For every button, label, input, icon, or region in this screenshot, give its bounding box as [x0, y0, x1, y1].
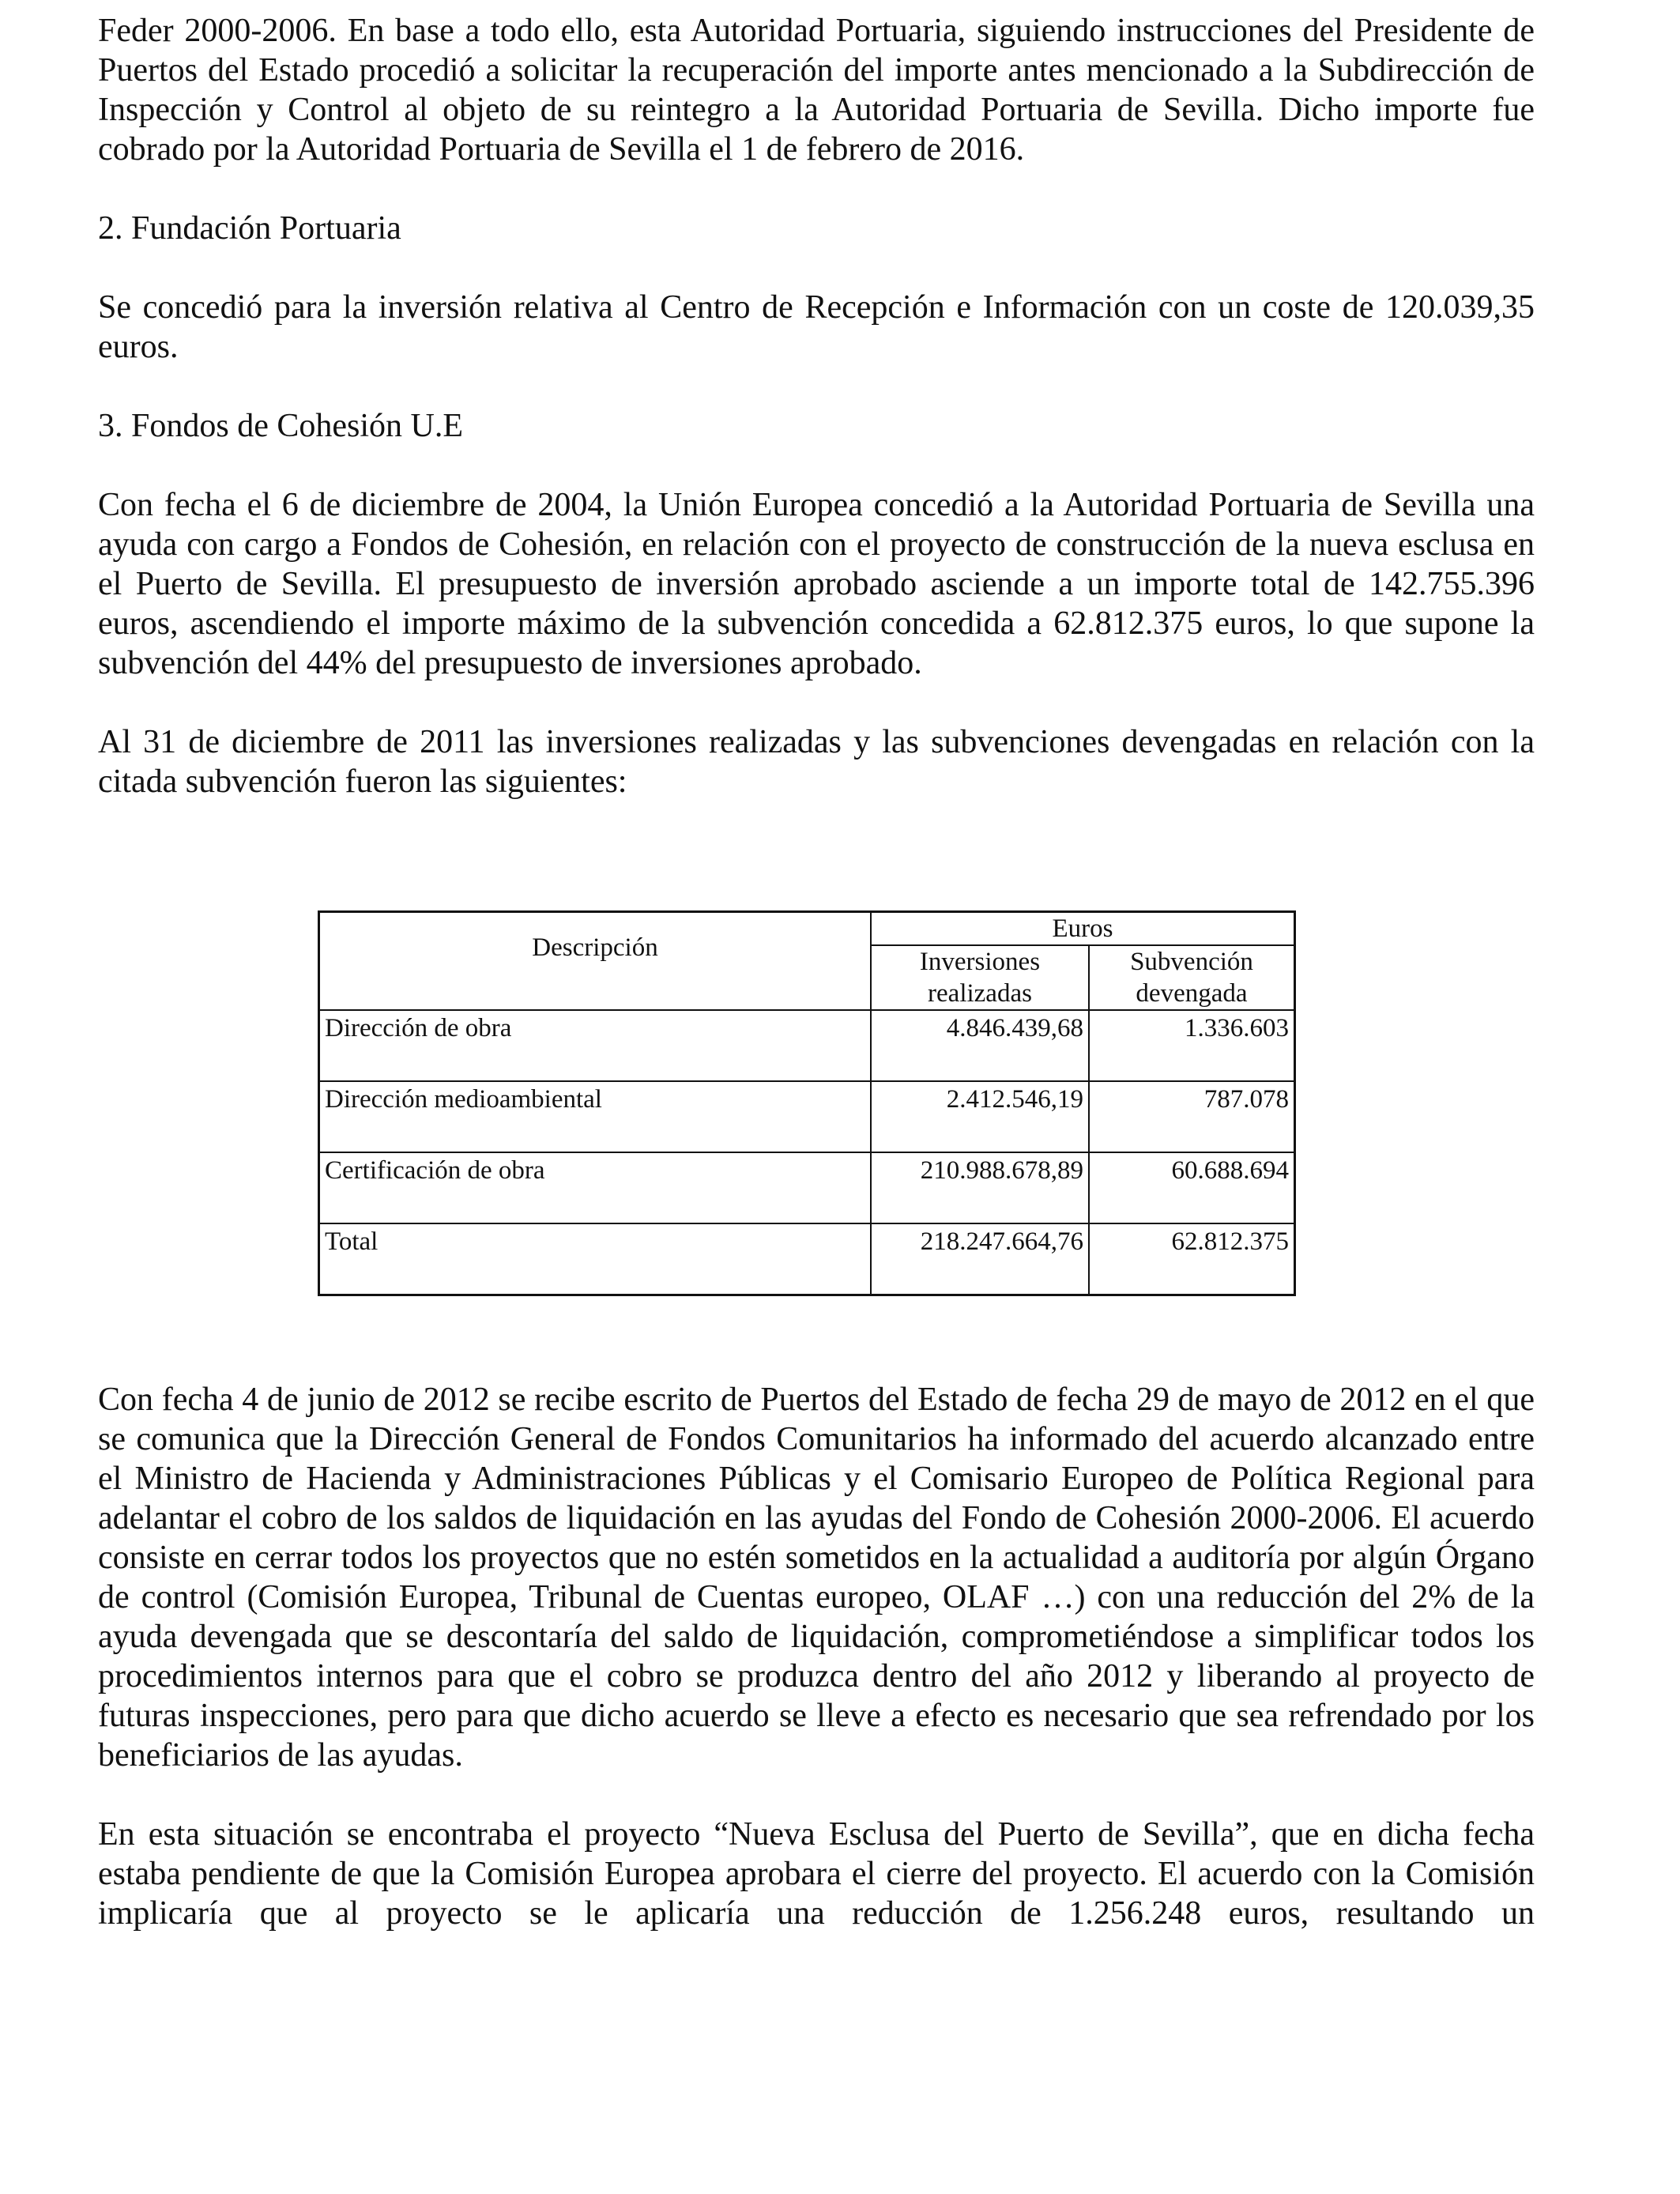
heading-fundacion-portuaria: 2. Fundación Portuaria [98, 210, 401, 247]
cell-desc: Certificación de obra [319, 1152, 872, 1223]
header-euros: Euros [871, 912, 1294, 946]
cell-inversion: 4.846.439,68 [871, 1010, 1089, 1081]
cell-subvencion: 787.078 [1089, 1081, 1295, 1152]
heading-fondos-cohesion: 3. Fondos de Cohesión U.E [98, 408, 463, 444]
cell-inversion: 2.412.546,19 [871, 1081, 1089, 1152]
cell-inversion: 218.247.664,76 [871, 1223, 1089, 1295]
paragraph-nueva-esclusa: En esta situación se encontraba el proyecto “Nueva Esclusa del Puerto de Sevilla”, que en dicha fecha estaba pendiente de que la Comisión Europea aprobara el cierre del proyecto. El acuerdo con la Comisión implicaría que al proyecto se le aplicaría una reducción de 1.256.248 euros, resultando un [98, 1816, 1535, 1932]
cell-subvencion: 1.336.603 [1089, 1010, 1295, 1081]
paragraph-union-europea: Con fecha el 6 de diciembre de 2004, la Unión Europea concedió a la Autoridad Portuaria de Sevilla una ayuda con cargo a Fondos de Cohesión, en relación con el proyecto de construcción de la nueva esclusa en el Puerto de Sevilla. El presupuesto de inversión aprobado asciende a un importe total de 142.755.396 euros, ascendiendo el importe máximo de la subvención concedida a 62.812.375 euros, lo que supone la subvención del 44% del presupuesto de inversiones aprobado. [98, 487, 1535, 681]
cell-subvencion: 62.812.375 [1089, 1223, 1295, 1295]
cell-desc: Dirección de obra [319, 1010, 872, 1081]
cell-inversion: 210.988.678,89 [871, 1152, 1089, 1223]
header-subvencion-devengada: Subvención devengada [1089, 945, 1295, 1010]
header-inversiones-realizadas: Inversiones realizadas [871, 945, 1089, 1010]
cell-subvencion: 60.688.694 [1089, 1152, 1295, 1223]
paragraph-puertos-del-estado: Con fecha 4 de junio de 2012 se recibe escrito de Puertos del Estado de fecha 29 de mayo de 2012 en el que se comunica que la Dirección General de Fondos Comunitarios ha informado del acuerdo alcanzado entre el Ministro de Hacienda y Administraciones Públicas y el Comisario Europeo de Política Regional para adelantar el cobro de los saldos de liquidación en las ayudas del Fondo de Cohesión 2000-2006. El acuerdo consiste en cerrar todos los proyectos que no estén sometidos en la actualidad a auditoría por algún Órgano de control (Comisión Europea, Tribunal de Cuentas europeo, OLAF …) con una reducción del 2% de la ayuda devengada que se descontaría del saldo de liquidación, comprometiéndose a simplificar todos los procedimientos internos para que el cobro se produzca dentro del año 2012 y liberando al proyecto de futuras inspecciones, pero para que dicho acuerdo se lleve a efecto es necesario que sea refrendado por los beneficiarios de las ayudas. [98, 1382, 1535, 1774]
table-row [319, 1010, 1295, 1081]
cell-desc: Total [319, 1223, 872, 1295]
cell-desc: Dirección medioambiental [319, 1081, 872, 1152]
table-header-row [319, 912, 1295, 946]
document-page-continued [98, 1380, 1535, 1933]
inversiones-table-wrapper [318, 910, 1296, 1296]
inversiones-table [318, 910, 1296, 1296]
paragraph-feder: Feder 2000-2006. En base a todo ello, esta Autoridad Portuaria, siguiendo instrucciones del Presidente de Puertos del Estado procedió a solicitar la recuperación del importe antes mencionado a la Subdirección de Inspección y Control al objeto de su reintegro a la Autoridad Portuaria de Sevilla. Dicho importe fue cobrado por la Autoridad Portuaria de Sevilla el 1 de febrero de 2016. [98, 13, 1535, 168]
document-page [98, 11, 1535, 801]
table-row [319, 1081, 1295, 1152]
header-descripcion: Descripción [319, 912, 872, 1011]
paragraph-centro-recepcion: Se concedió para la inversión relativa al Centro de Recepción e Información con un coste de 120.039,35 euros. [98, 289, 1535, 365]
table-row-total [319, 1223, 1295, 1295]
table-row [319, 1152, 1295, 1223]
paragraph-inversiones-2011: Al 31 de diciembre de 2011 las inversiones realizadas y las subvenciones devengadas en relación con la citada subvención fueron las siguientes: [98, 724, 1535, 800]
